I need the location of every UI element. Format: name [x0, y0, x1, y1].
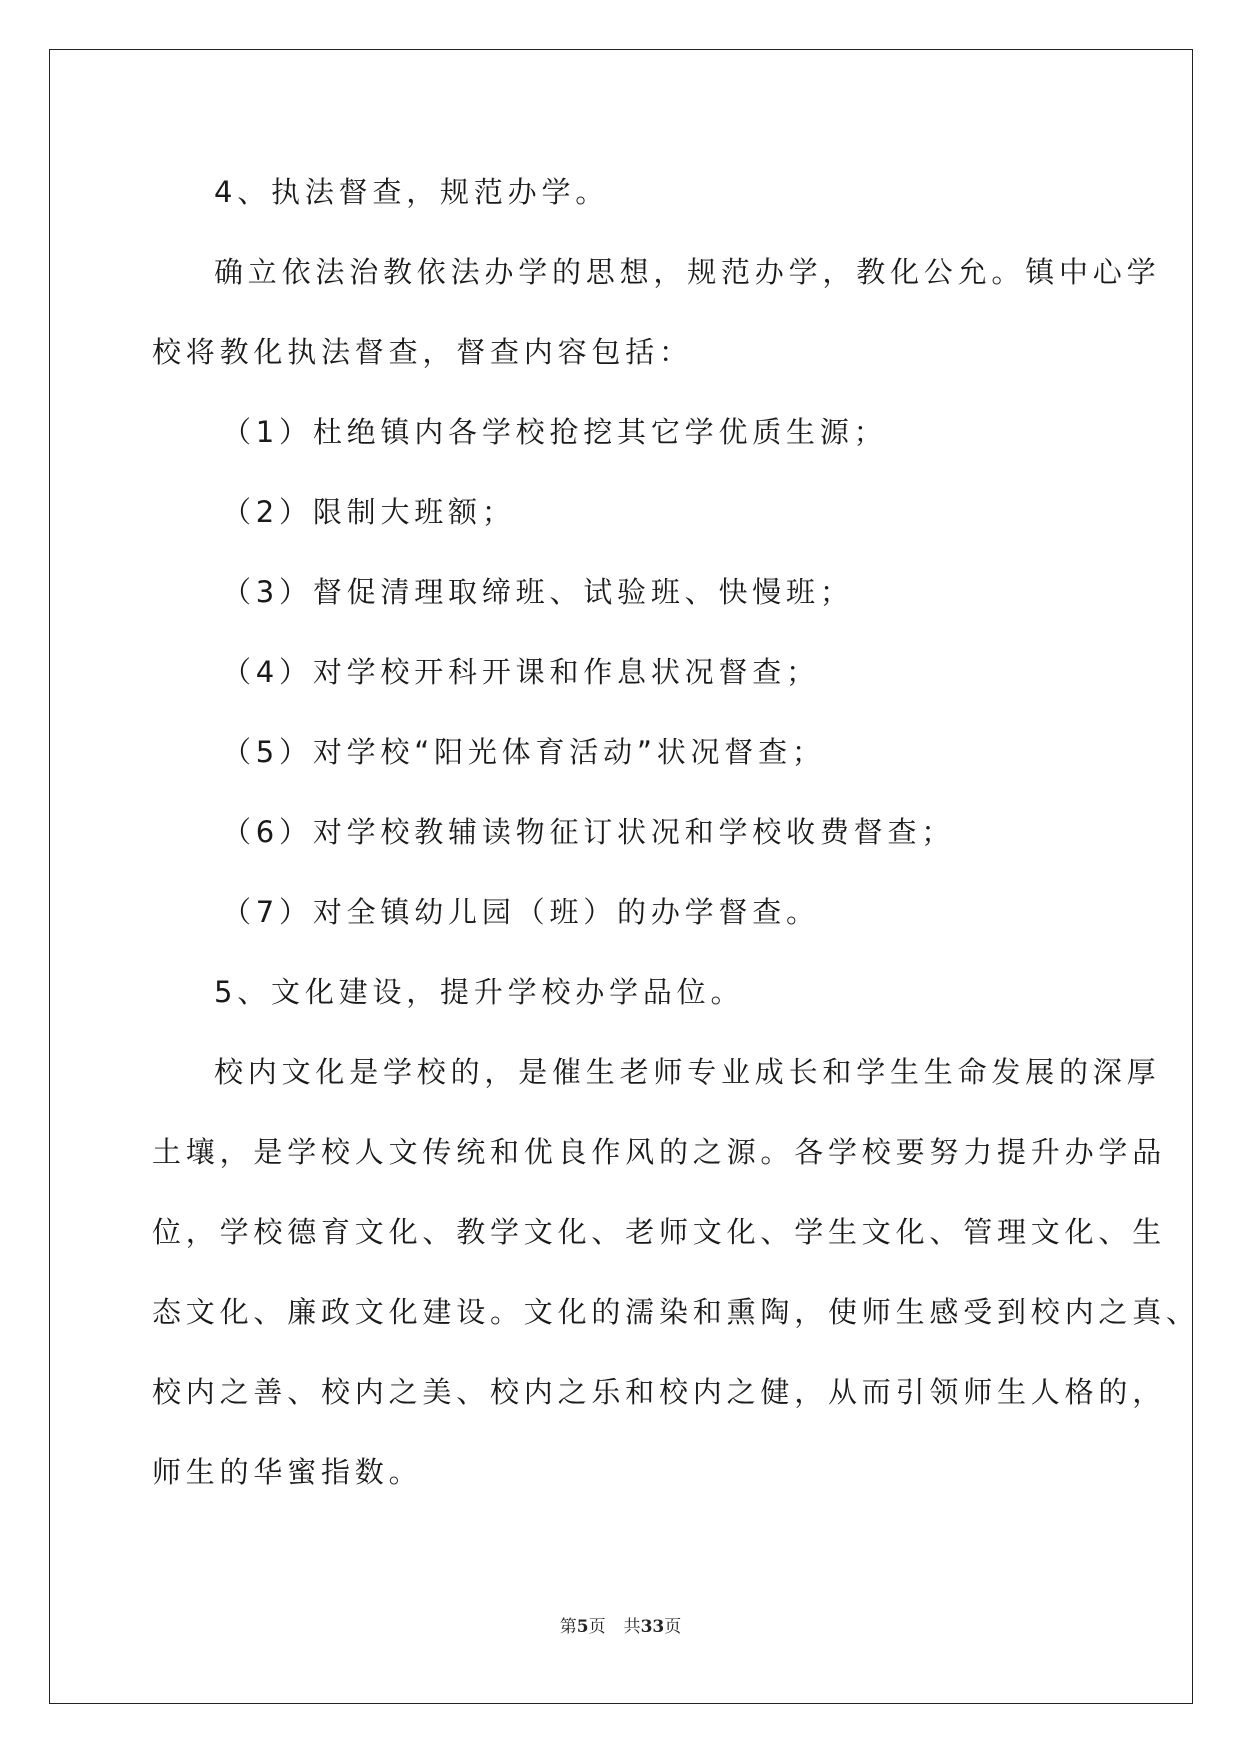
list-item-6: （6）对学校教辅读物征订状况和学校收费督查； — [222, 815, 956, 849]
section-heading-5: 5、文化建设，提升学校办学品位。 — [214, 975, 745, 1009]
list-item-4: （4）对学校开科开课和作息状况督查； — [222, 655, 820, 689]
paragraph-1-line-1: 确立依法治教依法办学的思想，规范办学，教化公允。镇中心学 — [214, 255, 1161, 289]
page-number: 5 — [576, 1617, 589, 1637]
paragraph-2-line-3: 位，学校德育文化、教学文化、老师文化、学生文化、管理文化、生 — [152, 1215, 1167, 1249]
paragraph-2-line-2: 土壤，是学校人文传统和优良作风的之源。各学校要努力提升办学品 — [152, 1135, 1167, 1169]
list-item-3: （3）督促清理取缔班、试验班、快慢班； — [222, 575, 854, 609]
page-suffix: 页 — [588, 1617, 606, 1637]
page-footer — [0, 1615, 1241, 1639]
paragraph-2-line-5: 校内之善、校内之美、校内之乐和校内之健，从而引领师生人格的， — [152, 1375, 1167, 1409]
list-item-1: （1）杜绝镇内各学校抢挖其它学优质生源； — [222, 415, 888, 449]
paragraph-1-line-2: 校将教化执法督查，督查内容包括： — [152, 335, 693, 369]
section-heading-4: 4、执法督查，规范办学。 — [214, 175, 610, 209]
list-item-5: （5）对学校“阳光体育活动”状况督查； — [222, 735, 826, 769]
paragraph-2-line-6: 师生的华蜜指数。 — [152, 1455, 423, 1489]
total-pages: 33 — [640, 1617, 665, 1637]
list-item-7: （7）对全镇幼儿园（班）的办学督查。 — [222, 895, 820, 929]
paragraph-2-line-4: 态文化、廉政文化建设。文化的濡染和熏陶，使师生感受到校内之真、 — [152, 1295, 1200, 1329]
total-suffix: 页 — [664, 1617, 682, 1637]
page-prefix: 第 — [559, 1617, 577, 1637]
paragraph-2-line-1: 校内文化是学校的，是催生老师专业成长和学生生命发展的深厚 — [214, 1055, 1161, 1089]
list-item-2: （2）限制大班额； — [222, 495, 516, 529]
total-prefix: 共 — [623, 1617, 641, 1637]
